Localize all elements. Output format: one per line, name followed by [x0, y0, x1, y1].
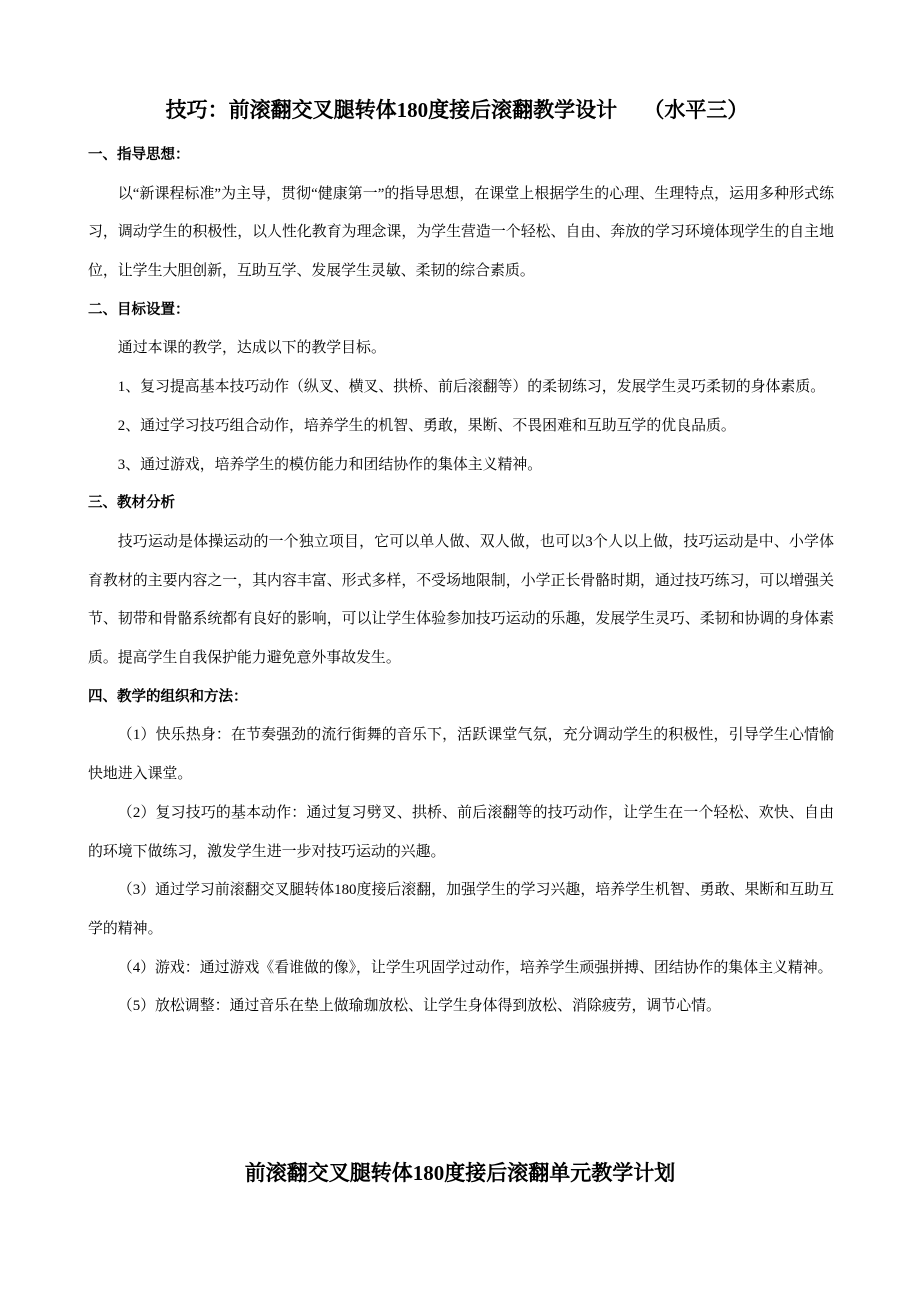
section-goals: [88, 291, 834, 485]
paragraph: 2、通过学习技巧组合动作，培养学生的机智、勇敢，果断、不畏困难和互助互学的优良品质。: [117, 417, 736, 434]
section-heading: 一、指导思想：: [88, 147, 190, 163]
paragraph: 技巧运动是体操运动的一个独立项目，它可以单人做、双人做，也可以3个人以上做，技巧运动是中、小学体育教材的主要内容之一，其内容丰富、形式多样，不受场地限制，小学正长骨骼时期，通过技巧练习，可以增强关节、韧带和骨骼系统都有良好的影响，可以让学生体验参加技巧运动的乐趣，发展学生灵巧、柔韧和协调的身体素质。提高学生自我保护能力避免意外事故发生。: [88, 533, 834, 667]
paragraph: 3、通过游戏，培养学生的模仿能力和团结协作的集体主义精神。: [117, 456, 543, 473]
paragraph: （4）游戏：通过游戏《看谁做的像》，让学生巩固学过动作，培养学生顽强拼搏、团结协作的集体主义精神。: [117, 959, 833, 976]
paragraph: 通过本课的教学，达成以下的教学目标。: [117, 340, 386, 357]
paragraph: 1、复习提高基本技巧动作（纵叉、横叉、拱桥、前后滚翻等）的柔韧练习，发展学生灵巧柔韧的身体素质。: [117, 379, 826, 396]
section-material-analysis: [88, 484, 834, 678]
document-page: [88, 90, 834, 1026]
section-heading: 二、目标设置：: [88, 301, 190, 318]
document-title: 技巧：前滚翻交叉腿转体180度接后滚翻教学设计 （水平三）: [165, 98, 749, 122]
section-guiding-ideology: [88, 136, 834, 291]
paragraph: （2）复习技巧的基本动作：通过复习劈叉、拱桥、前后滚翻等的技巧动作，让学生在一个轻松、欢快、自由的环境下做练习，激发学生进一步对技巧运动的兴趣。: [88, 804, 834, 860]
section-organization-methods: [88, 678, 834, 1026]
paragraph: （1）快乐热身：在节奏强劲的流行街舞的音乐下，活跃课堂气氛，充分调动学生的积极性，引导学生心情愉快地进入课堂。: [88, 727, 834, 783]
section-heading: 三、教材分析: [88, 495, 175, 512]
paragraph: 以“新课程标准”为主导，贯彻“健康第一”的指导思想，在课堂上根据学生的心理、生理特点，运用多种形式练习，调动学生的积极性，以人性化教育为理念课，为学生营造一个轻松、自由、奔放的学习环境体现学生的自主地位，让学生大胆创新，互助互学、发展学生灵敏、柔韧的综合素质。: [88, 185, 834, 280]
section-heading: 四、教学的组织和方法：: [88, 688, 248, 705]
unit-plan-title: 前滚翻交叉腿转体180度接后滚翻单元教学计划: [244, 1161, 676, 1185]
paragraph: （5）放松调整：通过音乐在垫上做瑜珈放松、让学生身体得到放松、消除疲劳，调节心情。: [117, 998, 721, 1015]
paragraph: （3）通过学习前滚翻交叉腿转体180度接后滚翻，加强学生的学习兴趣，培养学生机智、勇敢、果断和互助互学的精神。: [88, 882, 834, 937]
